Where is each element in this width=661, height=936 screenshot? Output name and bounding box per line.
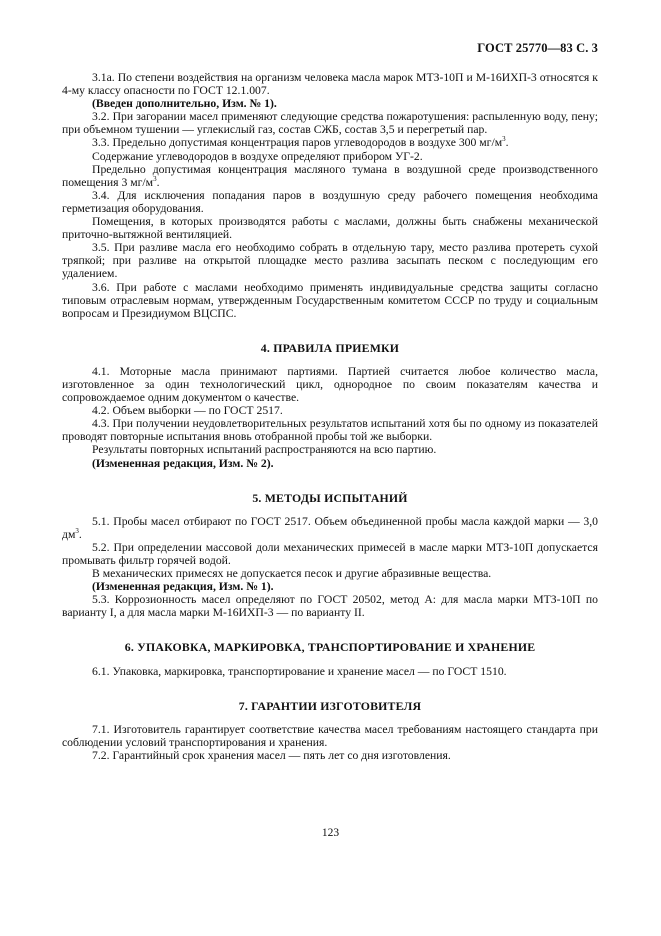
paragraph-4-3: 4.3. При получении неудовлетворительных результатов испытаний хотя бы по одному из показателей проводят повторные испытания вновь отобранной пробы той же выборки.	[62, 417, 598, 444]
amendment-note: (Введен дополнительно, Изм. № 1).	[92, 97, 277, 111]
amendment-note: (Измененная редакция, Изм. № 2).	[92, 456, 274, 470]
paragraph-5-2-b: В механических примесях не допускается песок и другие абразивные вещества.	[92, 567, 492, 581]
paragraph-3-1a: 3.1а. По степени воздействия на организм человека масла марок МТЗ-10П и М-16ИХП-3 относятся к 4-му классу опасности по ГОСТ 12.1.007.	[62, 71, 598, 98]
paragraph-3-3-b: Содержание углеводородов в воздухе определяют прибором УГ-2.	[92, 149, 423, 163]
section-heading-5: 5. МЕТОДЫ ИСПЫТАНИЙ	[252, 490, 408, 505]
paragraph-3-3-c: Предельно допустимая концентрация масляного тумана в воздушной среде производственного помещения 3 $мг/м^3$.	[62, 162, 598, 189]
paragraph-4-1: 4.1. Моторные масла принимают партиями. Партией считается любое количество масла, изготовленное за один технологический цикл, однородное по своим показателям качества и сопровождаемое одним документом о качестве.	[62, 364, 598, 405]
paragraph-3-6: 3.6. При работе с маслами необходимо применять индивидуальные средства защиты согласно типовым отраслевым нормам, утвержденным Государственным комитетом СССР по труду и социальным вопросам и Президиумом ВЦСПС.	[62, 280, 598, 320]
paragraph-6-1: 6.1. Упаковка, маркировка, транспортирование и хранение масел — по ГОСТ 1510.	[92, 664, 507, 678]
paragraph-3-4: 3.4. Для исключения попадания паров в воздушную среду рабочего помещения необходима герметизация оборудования.	[62, 188, 598, 215]
paragraph-4-3-b: Результаты повторных испытаний распространяются на всю партию.	[92, 443, 437, 457]
paragraph-7-2: 7.2. Гарантийный срок хранения масел — пять лет со дня изготовления.	[92, 748, 451, 762]
paragraph-4-2: 4.2. Объем выборки — по ГОСТ 2517.	[92, 404, 283, 418]
amendment-note: (Измененная редакция, Изм. № 1).	[92, 580, 274, 594]
paragraph-3-4-b: Помещения, в которых производятся работы с маслами, должны быть снабжены механической приточно-вытяжной вентиляцией.	[62, 215, 598, 242]
section-heading-4: 4. ПРАВИЛА ПРИЕМКИ	[260, 340, 400, 355]
paragraph-5-3: 5.3. Коррозионность масел определяют по ГОСТ 20502, метод А: для масла марки МТЗ-10П по варианту I, а для масла марки М-16ИХП-3 — по варианту II.	[62, 593, 598, 620]
paragraph-3-3: 3.3. Предельно допустимая концентрация паров углеводородов в воздухе 300 $мг/м^3$.	[92, 135, 509, 150]
document-body	[62, 71, 598, 762]
section-heading-7: 7. ГАРАНТИИ ИЗГОТОВИТЕЛЯ	[238, 698, 422, 713]
paragraph-3-2: 3.2. При загорании масел применяют следующие средства пожаротушения: распыленную воду, пену; при объемном тушении — углекислый газ, состав СЖБ, состав 3,5 и перегретый пар.	[62, 110, 598, 137]
document-header: ГОСТ 25770—83 С. 3	[477, 41, 598, 55]
paragraph-7-1: 7.1. Изготовитель гарантирует соответствие качества масел требованиям настоящего стандарта при соблюдении условий транспортирования и хранения.	[62, 722, 598, 749]
paragraph-5-2: 5.2. При определении массовой доли механических примесей в масле марки МТЗ-10П допускается промывать фильтр горячей водой.	[62, 540, 598, 567]
paragraph-5-1: 5.1. Пробы масел отбирают по ГОСТ 2517. Объем объединенной пробы масла каждой марки — 3,0 $дм^3$.	[62, 514, 598, 541]
page-number: 123	[321, 827, 340, 839]
section-heading-6: 6. УПАКОВКА, МАРКИРОВКА, ТРАНСПОРТИРОВАНИЕ И ХРАНЕНИЕ	[124, 640, 536, 655]
paragraph-3-5: 3.5. При разливе масла его необходимо собрать в отдельную тару, место разлива протереть сухой тряпкой; при разливе на открытой площадке место разлива засыпать песком с последующим его удалением.	[62, 241, 598, 281]
